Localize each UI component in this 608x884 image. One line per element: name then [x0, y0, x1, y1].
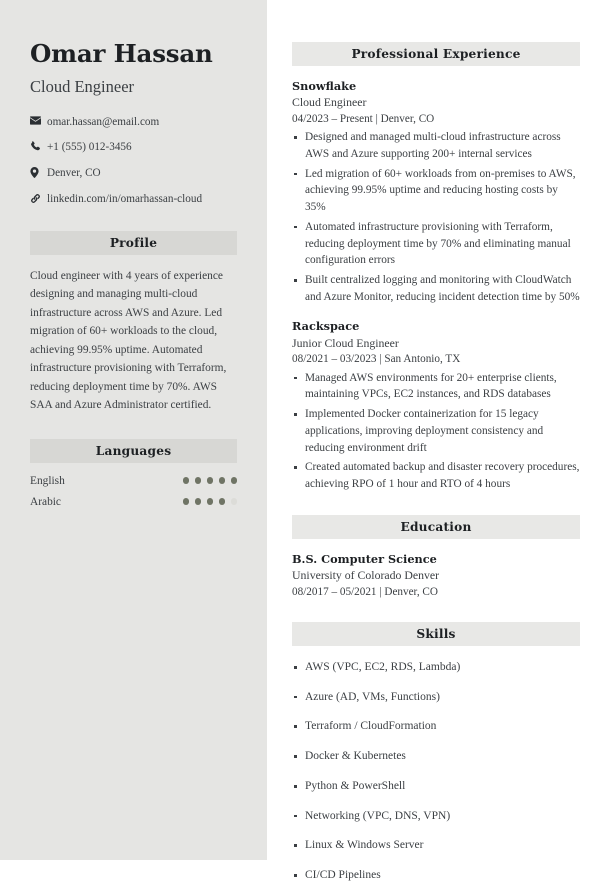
- experience-dates-location: 08/2021 – 03/2023 | San Antonio, TX: [292, 353, 461, 366]
- rating-dot: [219, 498, 226, 505]
- location-pin-icon: [30, 166, 47, 178]
- experience-bullet: Created automated backup and disaster recovery procedures, achieving RPO of 1 hour and RTO of 4 hours: [292, 459, 580, 492]
- candidate-job-title: Cloud Engineer: [30, 76, 135, 96]
- skill-item: AWS (VPC, EC2, RDS, Lambda): [292, 659, 580, 676]
- experience-bullet: Led migration of 60+ workloads from on-premises to AWS, achieving 99.95% uptime and reducing hosting costs by 35%: [292, 166, 580, 216]
- rating-dot: [183, 477, 190, 484]
- language-row: [30, 475, 237, 487]
- rating-dot: [183, 498, 190, 505]
- skill-item: Docker & Kubernetes: [292, 748, 580, 765]
- section-header-experience: Professional Experience: [292, 42, 580, 66]
- section-header-skills: Skills: [292, 622, 580, 646]
- skills-list: [292, 659, 580, 884]
- skill-item: Azure (AD, VMs, Functions): [292, 689, 580, 706]
- education-degree: B.S. Computer Science: [292, 551, 437, 566]
- education-institution: University of Colorado Denver: [292, 567, 440, 582]
- experience-bullet: Managed AWS environments for 20+ enterprise clients, maintaining VPCs, EC2 instances, and RDS databases: [292, 370, 580, 403]
- experience-role: Junior Cloud Engineer: [292, 335, 399, 350]
- contact-item-linkedin: [30, 192, 237, 207]
- rating-dot: [195, 477, 202, 484]
- experience-entry: [292, 319, 580, 492]
- education-dates-location: 08/2017 – 05/2021 | Denver, CO: [292, 585, 438, 598]
- section-header-profile: Profile: [30, 231, 237, 255]
- rating-dot: [207, 477, 214, 484]
- contact-linkedin-text[interactable]: linkedin.com/in/omarhassan-cloud: [47, 193, 203, 206]
- contact-location-text: Denver, CO: [47, 167, 101, 180]
- skill-item: CI/CD Pipelines: [292, 867, 580, 884]
- language-rating-dots: [183, 477, 238, 484]
- experience-company: Rackspace: [292, 319, 360, 334]
- language-name: Arabic: [30, 495, 61, 508]
- skill-item: Networking (VPC, DNS, VPN): [292, 808, 580, 825]
- experience-entry: [292, 79, 580, 305]
- language-name: English: [30, 474, 65, 487]
- rating-dot: [207, 498, 214, 505]
- section-header-education: Education: [292, 515, 580, 539]
- link-icon: [30, 192, 47, 204]
- skill-item: Linux & Windows Server: [292, 837, 580, 854]
- experience-bullets: [292, 370, 580, 493]
- rating-dot: [231, 498, 238, 505]
- education-entry: [292, 552, 580, 600]
- experience-bullets: [292, 129, 580, 305]
- phone-icon: [30, 140, 47, 152]
- contact-phone-text[interactable]: +1 (555) 012-3456: [47, 141, 132, 154]
- contact-item-location: [30, 166, 237, 181]
- sidebar: [0, 0, 267, 860]
- contact-email-text[interactable]: omar.hassan@email.com: [47, 115, 160, 128]
- experience-role: Cloud Engineer: [292, 95, 367, 110]
- rating-dot: [219, 477, 226, 484]
- language-row: [30, 496, 237, 508]
- contact-item-phone: [30, 140, 237, 155]
- experience-bullet: Implemented Docker containerization for 15 legacy applications, improving deployment consistency and reducing environment drift: [292, 406, 580, 456]
- skill-item: Terraform / CloudFormation: [292, 718, 580, 735]
- rating-dot: [195, 498, 202, 505]
- skill-item: Python & PowerShell: [292, 778, 580, 795]
- envelope-icon: [30, 115, 47, 125]
- experience-bullet: Automated infrastructure provisioning with Terraform, reducing deployment time by 70% and eliminating manual configuration errors: [292, 219, 580, 269]
- main-column: [267, 0, 608, 882]
- language-rating-dots: [183, 498, 238, 505]
- contact-item-email: [30, 115, 237, 130]
- experience-bullet: Built centralized logging and monitoring with CloudWatch and Azure Monitor, reducing incident detection time by 50%: [292, 272, 580, 305]
- experience-dates-location: 04/2023 – Present | Denver, CO: [292, 113, 435, 125]
- rating-dot: [231, 477, 238, 484]
- section-header-languages: Languages: [30, 439, 237, 463]
- candidate-name: Omar Hassan: [30, 39, 213, 68]
- contact-list: [30, 115, 237, 207]
- profile-summary-text: Cloud engineer with 4 years of experience designing and managing multi-cloud infrastructure across AWS and Azure. Led migration of 60+ workloads to the cloud, achieving 99.95% uptime. Automated infrastructure provisioning with Terraform, reducing deployment time by 70%. AWS SAA and Azure Administrator certified.: [30, 269, 227, 412]
- experience-company: Snowflake: [292, 79, 357, 93]
- experience-bullet: Designed and managed multi-cloud infrastructure across AWS and Azure supporting 200+ internal services: [292, 129, 580, 162]
